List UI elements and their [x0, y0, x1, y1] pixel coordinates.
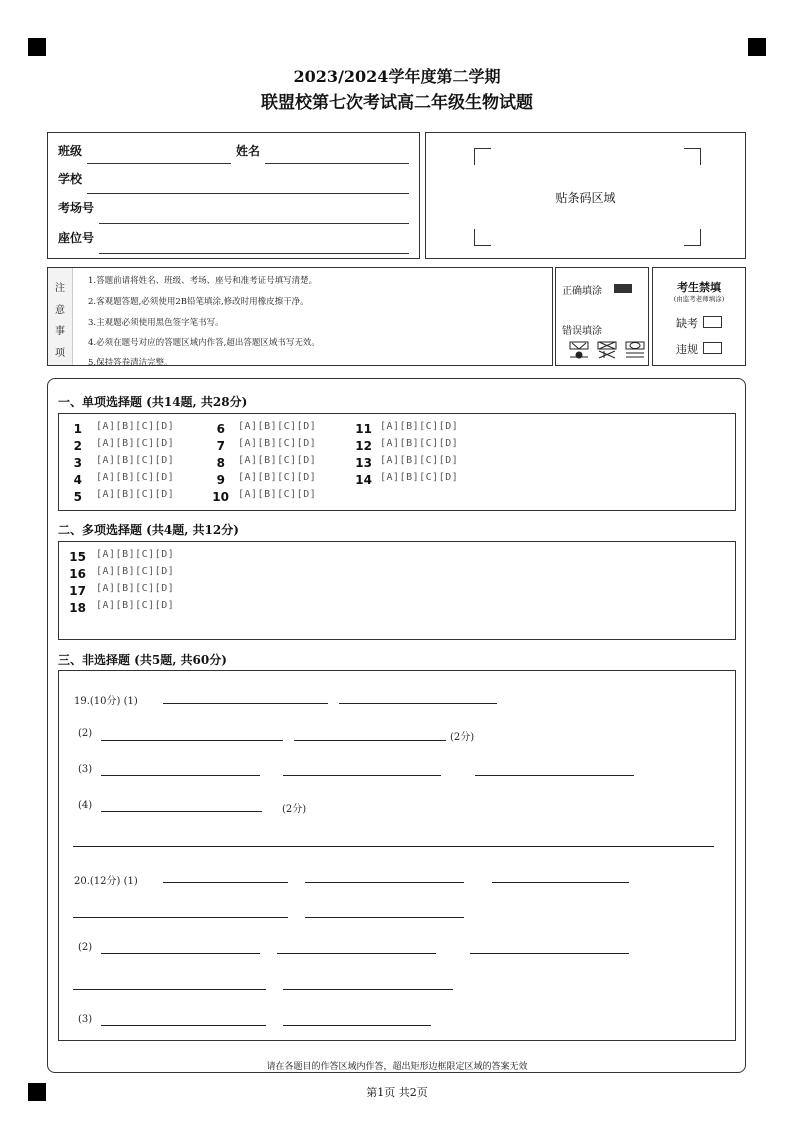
q19-2-blank-b[interactable] — [294, 740, 446, 741]
forbid-title: 考生禁填 — [677, 281, 721, 294]
q10-options[interactable]: [A][B][C][D] — [238, 489, 317, 500]
q20-3-label: (3) — [78, 1014, 93, 1025]
q19-2-blank-a[interactable] — [101, 740, 283, 741]
q7-number: 7 — [216, 439, 225, 453]
exam-room-field[interactable] — [99, 223, 409, 224]
q3-number: 3 — [73, 456, 82, 470]
q17-options[interactable]: [A][B][C][D] — [96, 583, 175, 594]
seat-number-field[interactable] — [99, 253, 409, 254]
correct-fill-label: 正确填涂 — [562, 286, 602, 297]
q20-3-blank-a[interactable] — [101, 1025, 266, 1026]
q4-options[interactable]: [A][B][C][D] — [96, 472, 175, 483]
notice-side-char-4: 项 — [55, 348, 65, 359]
q19-2-score: (2分) — [450, 732, 475, 743]
q5-number: 5 — [73, 490, 82, 504]
notice-item-2: 2.客观题答题,必须使用2B铅笔填涂,修改时用橡皮擦干净。 — [88, 297, 309, 307]
q11-number: 11 — [355, 422, 372, 436]
barcode-corner-br — [684, 229, 701, 246]
q20-2-blank-c[interactable] — [470, 953, 629, 954]
q6-options[interactable]: [A][B][C][D] — [238, 421, 317, 432]
correct-fill-sample — [614, 284, 632, 293]
absent-label: 缺考 — [676, 317, 698, 330]
q8-number: 8 — [216, 456, 225, 470]
exam-title-line2: 联盟校第七次考试高二年级生物试题 — [261, 93, 533, 113]
name-field[interactable] — [265, 163, 409, 164]
q15-options[interactable]: [A][B][C][D] — [96, 549, 175, 560]
exam-room-label: 考场号 — [58, 201, 95, 215]
q19-3-blank-c[interactable] — [475, 775, 634, 776]
q18-options[interactable]: [A][B][C][D] — [96, 600, 175, 611]
section3-box — [58, 670, 736, 1041]
q19-2-label: (2) — [78, 728, 93, 739]
q2-number: 2 — [73, 439, 82, 453]
q8-options[interactable]: [A][B][C][D] — [238, 455, 317, 466]
q16-options[interactable]: [A][B][C][D] — [96, 566, 175, 577]
registration-mark-top-right — [748, 38, 766, 56]
notice-item-1: 1.答题前请将姓名、班级、考场、座号和准考证号填写清楚。 — [88, 276, 318, 286]
q10-number: 10 — [212, 490, 229, 504]
q6-number: 6 — [216, 422, 225, 436]
absent-checkbox[interactable] — [703, 316, 722, 328]
q19-3-label: (3) — [78, 764, 93, 775]
q19-answer-line[interactable] — [73, 846, 714, 847]
notice-side-char-3: 事 — [55, 326, 65, 337]
registration-mark-top-left — [28, 38, 46, 56]
violation-checkbox[interactable] — [703, 342, 722, 354]
section3-title: 三、非选择题 (共5题, 共60分) — [58, 653, 227, 667]
q19-1-blank-b[interactable] — [339, 703, 497, 704]
q20-1-blank-a[interactable] — [163, 882, 288, 883]
seat-number-label: 座位号 — [58, 231, 95, 245]
notice-side-char-2: 意 — [55, 305, 65, 316]
barcode-label: 贴条码区域 — [555, 191, 616, 205]
q9-options[interactable]: [A][B][C][D] — [238, 472, 317, 483]
q19-4-blank[interactable] — [101, 811, 262, 812]
q19-3-blank-a[interactable] — [101, 775, 260, 776]
barcode-corner-tl — [474, 148, 491, 165]
q19-3-blank-b[interactable] — [283, 775, 441, 776]
q5-options[interactable]: [A][B][C][D] — [96, 489, 175, 500]
wrong-fill-sample-circle — [626, 342, 644, 357]
q12-options[interactable]: [A][B][C][D] — [380, 438, 459, 449]
q20-1-blank-e[interactable] — [305, 917, 464, 918]
q14-number: 14 — [355, 473, 372, 487]
class-field[interactable] — [87, 163, 231, 164]
q4-number: 4 — [73, 473, 82, 487]
wrong-fill-label: 错误填涂 — [562, 326, 602, 337]
q20-1-blank-c[interactable] — [492, 882, 629, 883]
q3-options[interactable]: [A][B][C][D] — [96, 455, 175, 466]
q2-options[interactable]: [A][B][C][D] — [96, 438, 175, 449]
wrong-fill-sample-cross — [598, 342, 616, 358]
notice-item-3: 3.主观题必须使用黑色签字笔书写。 — [88, 318, 224, 328]
name-label: 姓名 — [236, 144, 261, 158]
answer-area-notice: 请在各题目的作答区域内作答，超出矩形边框限定区域的答案无效 — [266, 1062, 528, 1072]
student-info-box — [47, 132, 420, 259]
q1-options[interactable]: [A][B][C][D] — [96, 421, 175, 432]
barcode-corner-bl — [474, 229, 491, 246]
q20-header: 20.(12分) (1) — [74, 876, 138, 887]
q20-2-blank-e[interactable] — [283, 989, 453, 990]
q20-2-blank-d[interactable] — [73, 989, 266, 990]
q11-options[interactable]: [A][B][C][D] — [380, 421, 459, 432]
q19-4-label: (4) — [78, 800, 93, 811]
q20-2-label: (2) — [78, 942, 93, 953]
q9-number: 9 — [216, 473, 225, 487]
notice-item-5: 5.保持答卷清洁完整。 — [88, 358, 173, 368]
school-field[interactable] — [87, 193, 409, 194]
forbid-subtitle: (由监考老师填涂) — [673, 295, 725, 303]
page-number: 第1页 共2页 — [366, 1086, 428, 1099]
class-label: 班级 — [58, 144, 83, 158]
section1-title: 一、单项选择题 (共14题, 共28分) — [58, 395, 248, 409]
school-label: 学校 — [58, 172, 83, 186]
q14-options[interactable]: [A][B][C][D] — [380, 472, 459, 483]
q20-1-blank-b[interactable] — [305, 882, 464, 883]
q20-2-blank-b[interactable] — [277, 953, 436, 954]
q18-number: 18 — [69, 601, 86, 615]
section2-title: 二、多项选择题 (共4题, 共12分) — [58, 523, 239, 537]
q16-number: 16 — [69, 567, 86, 581]
q17-number: 17 — [69, 584, 86, 598]
q12-number: 12 — [355, 439, 372, 453]
violation-label: 违规 — [676, 343, 698, 356]
q15-number: 15 — [69, 550, 86, 564]
q19-1-blank-a[interactable] — [163, 703, 328, 704]
exam-title-line1: 2023/2024学年度第二学期 — [293, 67, 501, 86]
q13-number: 13 — [355, 456, 372, 470]
q13-options[interactable]: [A][B][C][D] — [380, 455, 459, 466]
wrong-fill-sample-check — [570, 342, 588, 358]
q20-1-blank-d[interactable] — [73, 917, 288, 918]
barcode-corner-tr — [684, 148, 701, 165]
q7-options[interactable]: [A][B][C][D] — [238, 438, 317, 449]
notice-item-4: 4.必须在题号对应的答题区域内作答,超出答题区域书写无效。 — [88, 338, 320, 348]
q20-2-blank-a[interactable] — [101, 953, 260, 954]
q20-3-blank-b[interactable] — [283, 1025, 431, 1026]
q1-number: 1 — [73, 422, 82, 436]
wrong-fill-samples — [568, 340, 648, 360]
q19-header: 19.(10分) (1) — [74, 696, 138, 707]
notice-side-char-1: 注 — [55, 283, 65, 294]
q19-4-score: (2分) — [282, 804, 307, 815]
